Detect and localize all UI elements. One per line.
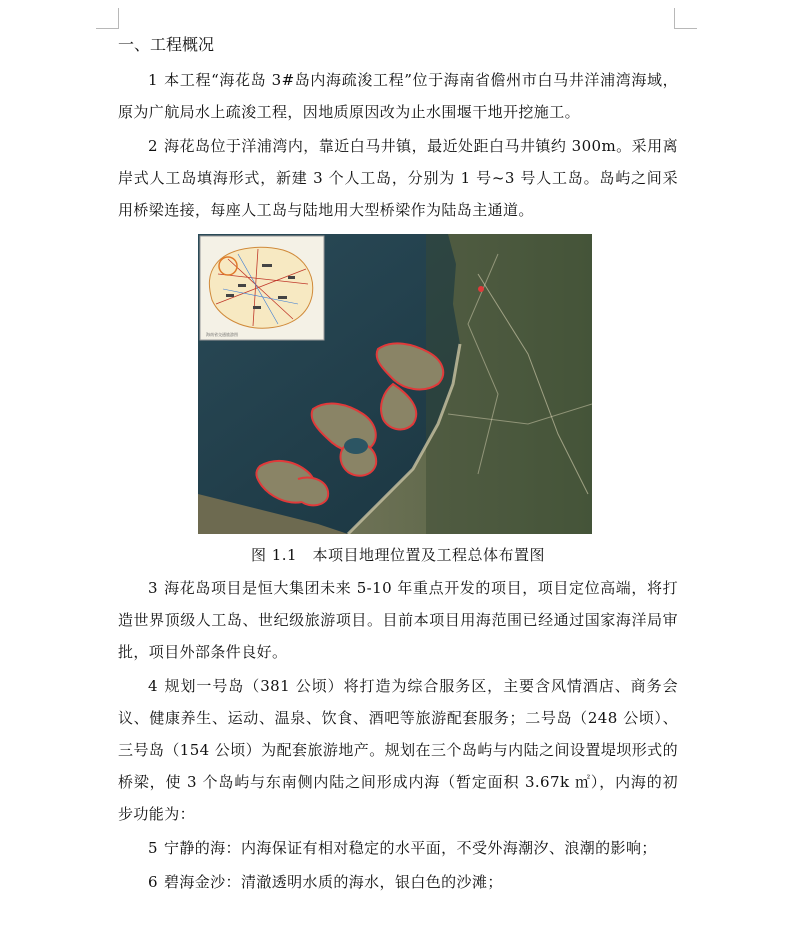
page-corner-mark-top-left (96, 8, 119, 29)
inset-hainan-map (200, 236, 324, 340)
section-heading: 一、工程概况 (118, 35, 215, 54)
location-map-figure (198, 234, 592, 534)
paragraph-1: 1 本工程“海花岛 3#岛内海疏浚工程”位于海南省儋州市白马井洋浦湾海域，原为广航局水上疏浚工程，因地质原因改为止水围堰干地开挖施工。 (118, 71, 678, 121)
paragraph-4: 4 规划一号岛（381 公顷）将打造为综合服务区，主要含风情酒店、商务会议、健康养生、运动、温泉、饮食、酒吧等旅游配套服务；二号岛（248 公顷）、三号岛（154 公顷）为配套旅游地产。规划在三个岛屿与内陆之间设置堤坝形式的桥梁，使 3 个岛屿与东南侧内陆之间形成内海（暂定面积 3.67k ㎡），内海的初步功能为： (118, 677, 678, 823)
satellite-map-image (198, 234, 592, 534)
document-body (118, 32, 678, 900)
paragraph-2: 2 海花岛位于洋浦湾内，靠近白马井镇，最近处距白马井镇约 300m。采用离岸式人工岛填海形式，新建 3 个人工岛，分别为 1 号~3 号人工岛。岛屿之间采用桥梁连接，每座人工岛与陆地用大型桥梁作为陆岛主通道。 (118, 137, 678, 219)
page-corner-mark-top-right (674, 8, 697, 29)
inset-map-label: 海南省交通旅游图 (206, 332, 238, 337)
paragraph-3: 3 海花岛项目是恒大集团未来 5-10 年重点开发的项目，项目定位高端，将打造世界顶级人工岛、世纪级旅游项目。目前本项目用海范围已经通过国家海洋局审批，项目外部条件良好。 (118, 579, 678, 661)
location-pin-icon (478, 286, 484, 292)
paragraph-5: 5 宁静的海：内海保证有相对稳定的水平面，不受外海潮汐、浪潮的影响； (148, 839, 657, 857)
paragraph-6: 6 碧海金沙：清澈透明水质的海水，银白色的沙滩； (148, 873, 503, 891)
figure-caption: 图 1.1 本项目地理位置及工程总体布置图 (250, 546, 546, 564)
